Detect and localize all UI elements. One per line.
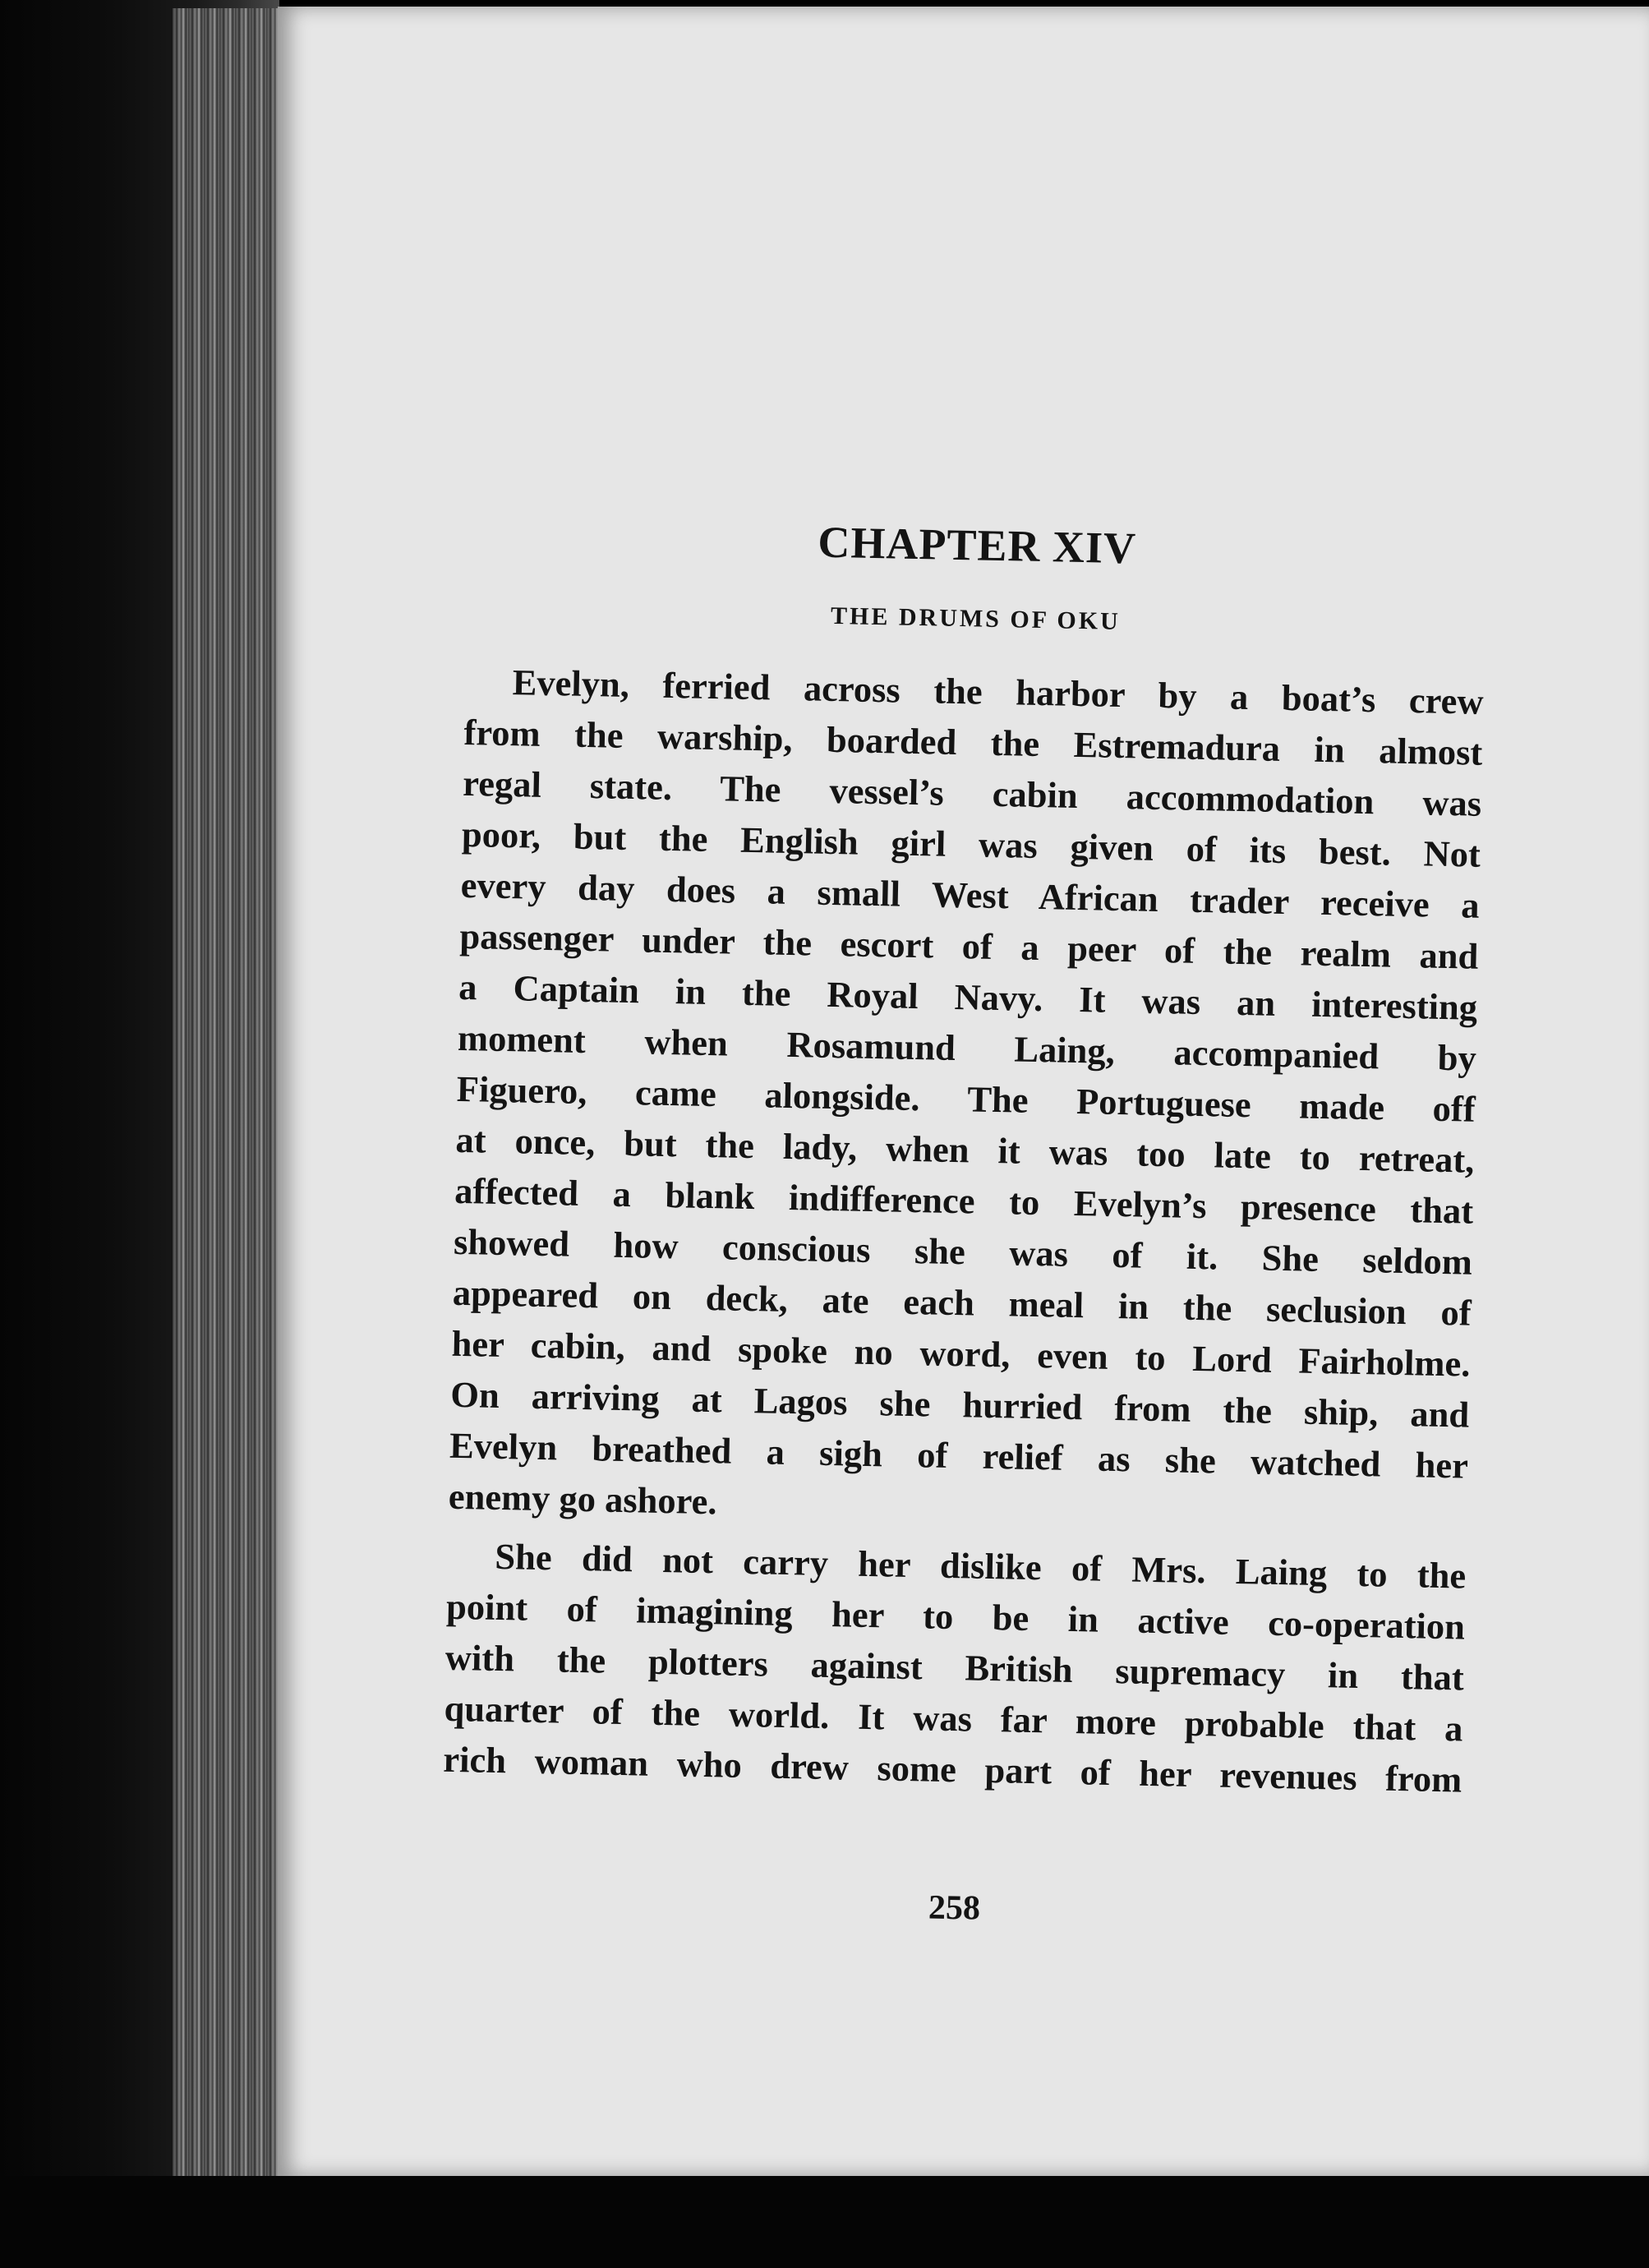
- page-text-block: [443, 509, 1487, 1814]
- body-text: [443, 656, 1484, 1805]
- page-edges: [173, 8, 279, 2178]
- text-line: poor, but the English girl was given of its best. Not: [461, 813, 1481, 875]
- text-line: from the warship, boarded the Estremadura in almost: [463, 711, 1483, 773]
- text-line: rich woman who drew some part of her revenues from: [442, 1738, 1462, 1800]
- text-line: showed how conscious she was of it. She seldom: [453, 1220, 1473, 1283]
- text-line: with the plotters against British supremacy in that: [444, 1636, 1465, 1699]
- text-line: moment when Rosamund Laing, accompanied by: [457, 1016, 1477, 1079]
- chapter-title: CHAPTER XIV: [817, 517, 1137, 574]
- text-line: Evelyn breathed a sigh of relief as she watched her: [449, 1424, 1469, 1487]
- text-line: at once, but the lady, when it was too late to retreat,: [455, 1118, 1475, 1181]
- text-line: quarter of the world. It was far more probable that a: [444, 1687, 1463, 1749]
- text-line: affected a blank indifference to Evelyn’s presence that: [454, 1169, 1474, 1232]
- text-line: Evelyn, ferried across the harbor by a boat’s crew: [512, 662, 1485, 722]
- text-line: She did not carry her dislike of Mrs. Laing to the: [494, 1535, 1467, 1597]
- text-line: enemy go ashore.: [448, 1475, 718, 1523]
- text-line: a Captain in the Royal Navy. It was an interesting: [458, 966, 1478, 1028]
- chapter-subtitle: THE DRUMS OF OKU: [830, 602, 1122, 635]
- paragraph-2: [443, 1530, 1467, 1805]
- text-line: On arriving at Lagos she hurried from the ship, and: [449, 1373, 1470, 1436]
- text-line: regal state. The vessel’s cabin accommodation was: [462, 762, 1482, 824]
- page-number: 258: [928, 1888, 981, 1928]
- scan-bottom-border: [0, 2176, 1649, 2268]
- text-line: Figuero, came alongside. The Portuguese made off: [456, 1067, 1476, 1130]
- text-line: appeared on deck, ate each meal in the seclusion of: [452, 1271, 1472, 1334]
- text-line: her cabin, and spoke no word, even to Lord Fairholme.: [451, 1322, 1471, 1385]
- text-line: every day does a small West African trader receive a: [460, 864, 1481, 926]
- paragraph-1: [448, 656, 1484, 1542]
- text-line: point of imagining her to be in active co-operation: [445, 1585, 1466, 1648]
- text-line: passenger under the escort of a peer of the realm and: [459, 915, 1479, 977]
